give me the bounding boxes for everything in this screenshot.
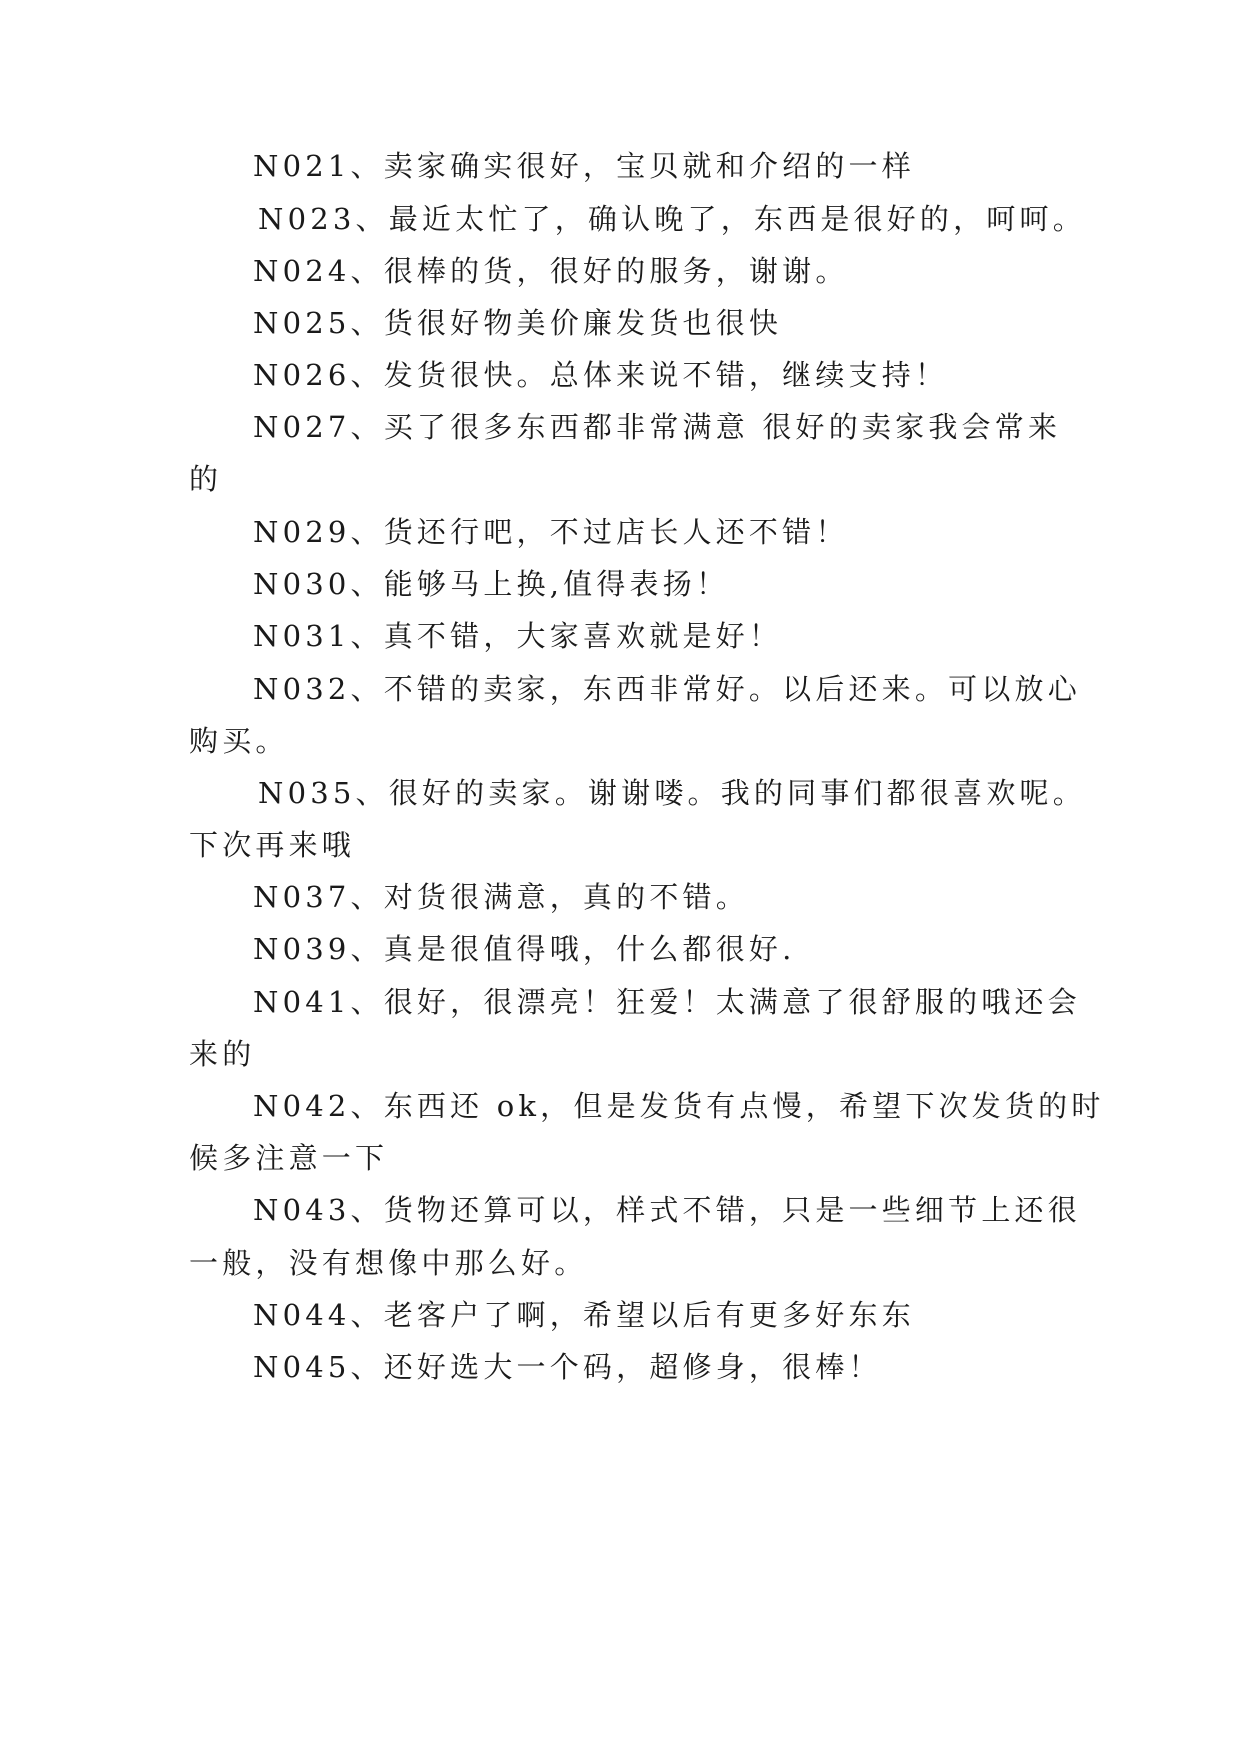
entry-line: N027、买了很多东西都非常满意 很好的卖家我会常来 bbox=[253, 410, 1062, 444]
entry-line: N031、真不错，大家喜欢就是好！ bbox=[253, 619, 783, 653]
entry-line: N035、很好的卖家。谢谢喽。我的同事们都很喜欢呢。 bbox=[258, 776, 1086, 810]
entry-line: N030、能够马上换,值得表扬！ bbox=[253, 567, 730, 601]
entry-line-continued: 下次再来哦 bbox=[189, 828, 356, 862]
entry-line: N043、货物还算可以，样式不错，只是一些细节上还很 bbox=[253, 1193, 1081, 1227]
entry-line: N044、老客户了啊，希望以后有更多好东东 bbox=[253, 1298, 915, 1332]
entry-line: N039、真是很值得哦，什么都很好. bbox=[253, 932, 796, 966]
entry-line: N045、还好选大一个码，超修身，很棒！ bbox=[253, 1350, 882, 1384]
entry-line-continued: 的 bbox=[189, 462, 223, 496]
entry-line-continued: 购买。 bbox=[189, 724, 289, 758]
entry-line: N024、很棒的货，很好的服务，谢谢。 bbox=[253, 254, 849, 288]
entry-line: N032、不错的卖家，东西非常好。以后还来。可以放心 bbox=[253, 672, 1081, 706]
entry-line: N042、东西还 ok，但是发货有点慢，希望下次发货的时 bbox=[253, 1089, 1105, 1123]
entry-line-continued: 来的 bbox=[189, 1037, 256, 1071]
entry-line: N023、最近太忙了，确认晚了，东西是很好的，呵呵。 bbox=[258, 202, 1086, 236]
entry-line: N026、发货很快。总体来说不错，继续支持！ bbox=[253, 358, 949, 392]
entry-line: N041、很好，很漂亮！狂爱！太满意了很舒服的哦还会 bbox=[253, 985, 1081, 1019]
entry-line: N025、货很好物美价廉发货也很快 bbox=[253, 306, 783, 340]
entry-line: N021、卖家确实很好，宝贝就和介绍的一样 bbox=[253, 149, 915, 183]
entry-line: N029、货还行吧，不过店长人还不错！ bbox=[253, 515, 849, 549]
entry-line-continued: 候多注意一下 bbox=[189, 1141, 389, 1175]
entry-line-continued: 一般，没有想像中那么好。 bbox=[189, 1246, 588, 1280]
entry-line: N037、对货很满意，真的不错。 bbox=[253, 880, 749, 914]
